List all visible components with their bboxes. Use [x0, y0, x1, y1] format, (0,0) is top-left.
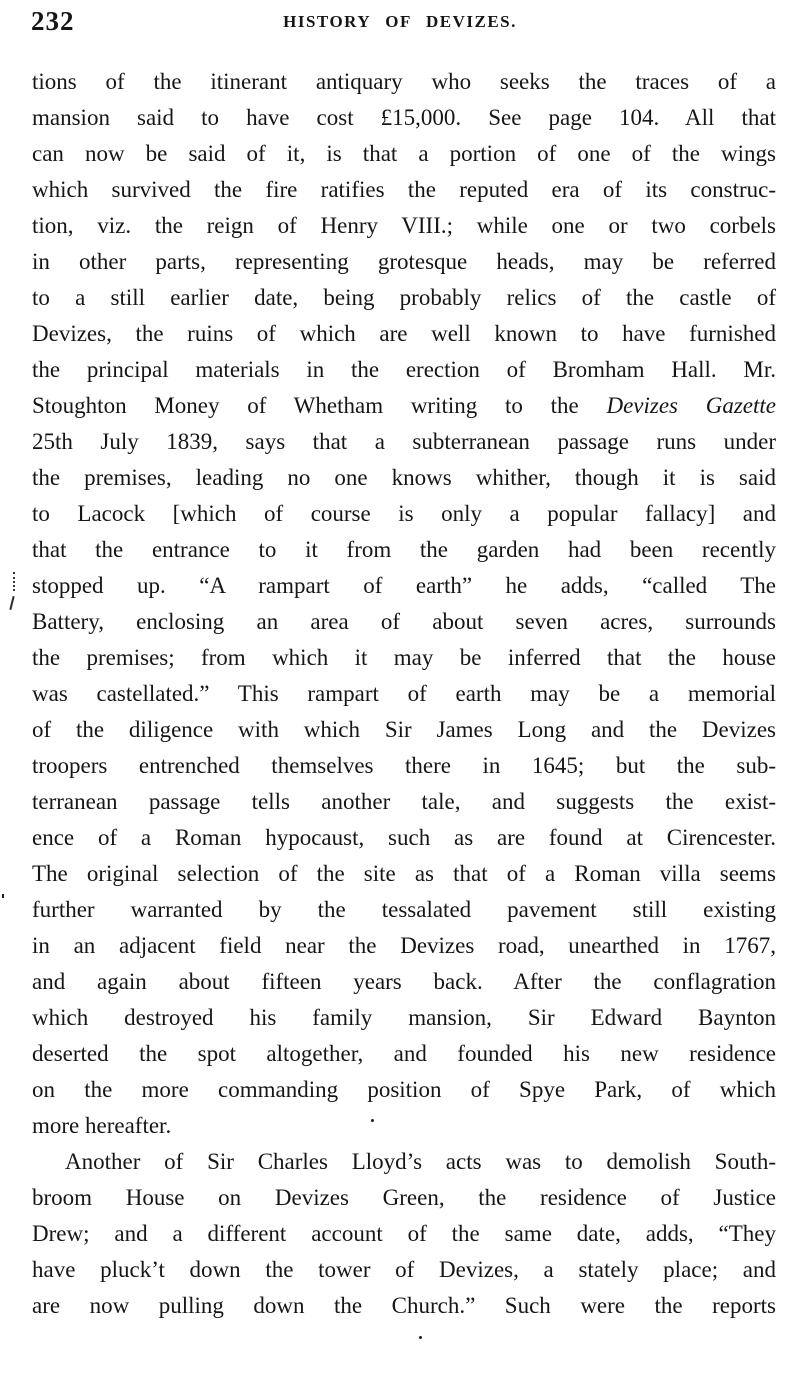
text-line: more hereafter. — [32, 1113, 172, 1138]
text-line: troopers entrenched themselves there in 1645; but the sub- — [32, 753, 776, 778]
running-header-title: HISTORY OF DEVIZES. — [283, 12, 517, 31]
text-line: in other parts, representing grotesque heads, may be referred — [32, 249, 776, 274]
ink-speck — [371, 1119, 374, 1122]
text-line: tion, viz. the reign of Henry VIII.; while one or two corbels — [32, 213, 776, 238]
text-segment: Stoughton Money of Whetham writing to the — [32, 393, 607, 418]
page-number: 232 — [31, 6, 75, 36]
text-line: to a still earlier date, being probably relics of the castle of — [32, 285, 776, 310]
text-line: the premises, leading no one knows whither, though it is said — [32, 465, 776, 490]
page-body-text — [32, 46, 776, 1324]
text-line: Devizes, the ruins of which are well known to have furnished — [32, 321, 776, 346]
text-line: Drew; and a different account of the same date, adds, “They — [32, 1221, 776, 1246]
text-line: The original selection of the site as that of a Roman villa seems — [32, 861, 776, 886]
text-line: ence of a Roman hypocaust, such as are found at Cirencester. — [32, 825, 776, 850]
text-line: Battery, enclosing an area of about seven acres, surrounds — [32, 609, 776, 634]
text-line: broom House on Devizes Green, the residence of Justice — [32, 1185, 776, 1210]
text-line: the premises; from which it may be inferred that the house — [32, 645, 776, 670]
text-line: stopped up. “A rampart of earth” he adds, “called The — [32, 573, 776, 598]
text-line: that the entrance to it from the garden had been recently — [32, 537, 776, 562]
text-line: the principal materials in the erection of Bromham Hall. Mr. — [32, 357, 776, 382]
text-line: in an adjacent field near the Devizes road, unearthed in 1767, — [32, 933, 776, 958]
text-line: further warranted by the tessalated pavement still existing — [32, 897, 776, 922]
text-line: of the diligence with which Sir James Long and the Devizes — [32, 717, 776, 742]
text-line: was castellated.” This rampart of earth may be a memorial — [32, 681, 776, 706]
ink-speck — [2, 894, 4, 898]
text-line: are now pulling down the Church.” Such were the reports — [32, 1293, 776, 1318]
text-line: 25th July 1839, says that a subterranean passage runs under — [32, 429, 776, 454]
text-line: to Lacock [which of course is only a popular fallacy] and — [32, 501, 776, 526]
text-line: and again about fifteen years back. After the conflagration — [32, 969, 776, 994]
text-line: which destroyed his family mansion, Sir Edward Baynton — [32, 1005, 776, 1030]
text-line: terranean passage tells another tale, and suggests the exist- — [32, 789, 776, 814]
text-line: on the more commanding position of Spye Park, of which — [32, 1077, 776, 1102]
italic-book-title: Devizes Gazette — [606, 393, 776, 418]
text-line: mansion said to have cost £15,000. See page 104. All that — [32, 105, 776, 130]
margin-scan-artifact-slash — [9, 596, 14, 610]
text-line: tions of the itinerant antiquary who seeks the traces of a — [32, 69, 776, 94]
text-line: can now be said of it, is that a portion of one of the wings — [32, 141, 776, 166]
text-line: Another of Sir Charles Lloyd’s acts was to demolish South- — [65, 1149, 776, 1174]
text-line — [32, 388, 776, 424]
margin-scan-artifact-dotted — [13, 572, 15, 591]
text-line: deserted the spot altogether, and founded his new residence — [32, 1041, 776, 1066]
text-line: have pluck’t down the tower of Devizes, a stately place; and — [32, 1257, 776, 1282]
text-line: which survived the fire ratifies the reputed era of its construc- — [32, 177, 776, 202]
ink-speck — [419, 1336, 422, 1339]
